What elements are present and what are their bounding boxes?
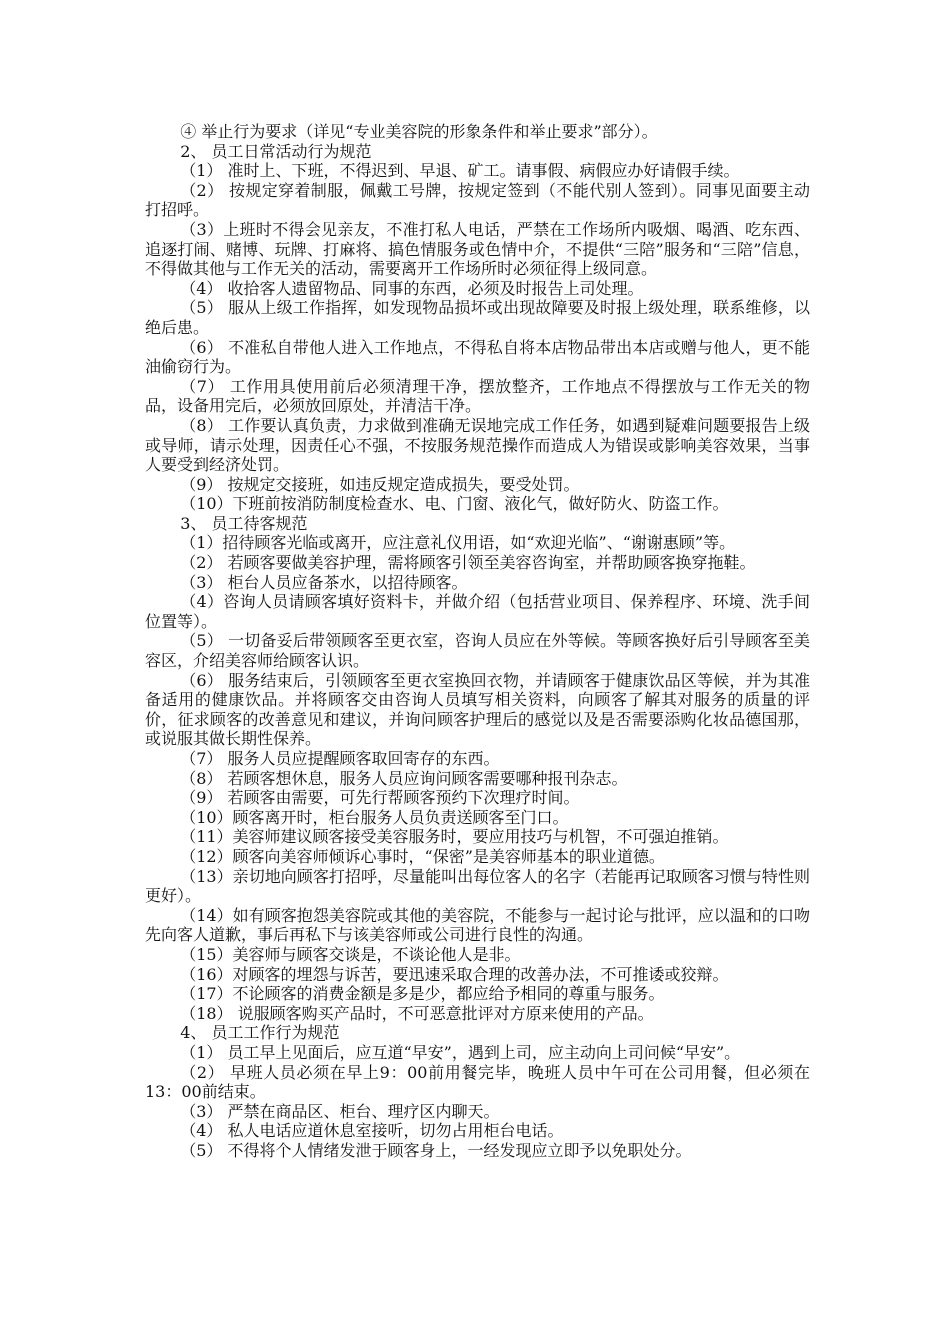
section-heading-3: 3、 员工待客规范 <box>180 513 308 533</box>
paragraph: （2） 早班人员必须在早上9：00前用餐完毕，晚班人员中午可在公司用餐，但必须在13：00前结束。 <box>145 1062 810 1102</box>
section-heading-2: 2、 员工日常活动行为规范 <box>180 141 372 161</box>
paragraph: （9） 按规定交接班，如违反规定造成损失，要受处罚。 <box>180 474 580 494</box>
paragraph: （6） 服务结束后，引领顾客至更衣室换回衣物，并请顾客于健康饮品区等候，并为其准备适用的健康饮品。并将顾客交由咨询人员填写相关资料，向顾客了解其对服务的质量的评价，征求顾客的改善意见和建议，并询问顾客护理后的感觉以及是否需要添购化妆品德国那，或说服其做长期性保养。 <box>145 670 810 749</box>
paragraph: （2） 按规定穿着制服，佩戴工号牌，按规定签到（不能代别人签到）。同事见面要主动打招呼。 <box>145 180 810 220</box>
paragraph: （18） 说服顾客购买产品时，不可恶意批评对方原来使用的产品。 <box>180 1003 654 1023</box>
paragraph: （4） 收拾客人遗留物品、同事的东西，必须及时报告上司处理。 <box>180 278 644 298</box>
paragraph: （10）下班前按消防制度检查水、电、门窗、液化气，做好防火、防盗工作。 <box>180 494 729 514</box>
paragraph: （4）咨询人员请顾客填好资料卡，并做介绍（包括营业项目、保养程序、环境、洗手间位置等）。 <box>145 592 810 631</box>
paragraph: （3）上班时不得会见亲友，不准打私人电话，严禁在工作场所内吸烟、喝酒、吃东西、追逐打闹、赌博、玩牌、打麻将、搞色情服务或色情中介，不提供“三陪”服务和“三陪”信息，不得做其他与工作无关的活动，需要离开工作场所时必须征得上级同意。 <box>145 219 810 279</box>
paragraph: （3） 柜台人员应备茶水，以招待顾客。 <box>180 572 468 592</box>
paragraph: （5） 不得将个人情绪发泄于顾客身上，一经发现应立即予以免职处分。 <box>180 1140 692 1160</box>
paragraph: （7） 工作用具使用前后必须清理干净，摆放整齐，工作地点不得摆放与工作无关的物品，设备用完后，必须放回原处，并清洁干净。 <box>145 376 810 416</box>
paragraph: （2） 若顾客要做美容护理，需将顾客引领至美容咨询室，并帮助顾客换穿拖鞋。 <box>180 553 756 573</box>
paragraph: （13）亲切地向顾客打招呼，尽量能叫出每位客人的名字（若能再记取顾客习惯与特性则更好）。 <box>145 866 810 906</box>
paragraph: （17）不论顾客的消费金额是多是少，都应给予相同的尊重与服务。 <box>180 984 665 1004</box>
paragraph-behavior-requirement: ④ 举止行为要求（详见“专业美容院的形象条件和举止要求”部分）。 <box>180 122 658 141</box>
paragraph: （16）对顾客的埋怨与诉苦，要迅速采取合理的改善办法，不可推诿或狡辩。 <box>180 964 729 984</box>
section-heading-4: 4、 员工工作行为规范 <box>180 1023 340 1043</box>
document-page <box>145 122 810 1160</box>
paragraph: （1）招待顾客光临或离开，应注意礼仪用语，如“欢迎光临”、“谢谢惠顾”等。 <box>180 533 736 553</box>
paragraph: （15）美容师与顾客交谈是，不谈论他人是非。 <box>180 944 521 964</box>
paragraph: （5） 一切备妥后带领顾客至更衣室，咨询人员应在外等候。等顾客换好后引导顾客至美容区，介绍美容师给顾客认识。 <box>145 631 810 671</box>
paragraph: （14）如有顾客抱怨美容院或其他的美容院，不能参与一起讨论与批评，应以温和的口吻先向客人道歉，事后再私下与该美容师或公司进行良性的沟通。 <box>145 905 810 945</box>
paragraph: （11）美容师建议顾客接受美容服务时，要应用技巧与机智，不可强迫推销。 <box>180 827 729 847</box>
paragraph: （8） 工作要认真负责，力求做到准确无误地完成工作任务，如遇到疑难问题要报告上级或导师，请示处理，因责任心不强，不按服务规范操作而造成人为错误或影响美容效果，当事人要受到经济处罚。 <box>145 415 810 475</box>
paragraph: （12）顾客向美容师倾诉心事时，“保密”是美容师基本的职业道德。 <box>180 846 665 866</box>
paragraph: （9） 若顾客由需要，可先行帮顾客预约下次理疗时间。 <box>180 788 580 808</box>
paragraph: （1） 员工早上见面后，应互道“早安”，遇到上司，应主动向上司问候“早安”。 <box>180 1042 741 1062</box>
paragraph: （3） 严禁在商品区、柜台、理疗区内聊天。 <box>180 1101 500 1121</box>
paragraph: （6） 不准私自带他人进入工作地点，不得私自将本店物品带出本店或赠与他人，更不能油偷窃行为。 <box>145 337 810 377</box>
paragraph: （8） 若顾客想休息，服务人员应询问顾客需要哪种报刊杂志。 <box>180 768 628 788</box>
paragraph: （4） 私人电话应道休息室接听，切勿占用柜台电话。 <box>180 1121 564 1141</box>
paragraph: （10）顾客离开时，柜台服务人员负责送顾客至门口。 <box>180 807 569 827</box>
paragraph: （7） 服务人员应提醒顾客取回寄存的东西。 <box>180 749 500 768</box>
paragraph: （5） 服从上级工作指挥，如发现物品损坏或出现故障要及时报上级处理，联系维修，以绝后患。 <box>145 298 810 337</box>
paragraph: （1） 准时上、下班，不得迟到、早退、矿工。请事假、病假应办好请假手续。 <box>180 161 740 181</box>
